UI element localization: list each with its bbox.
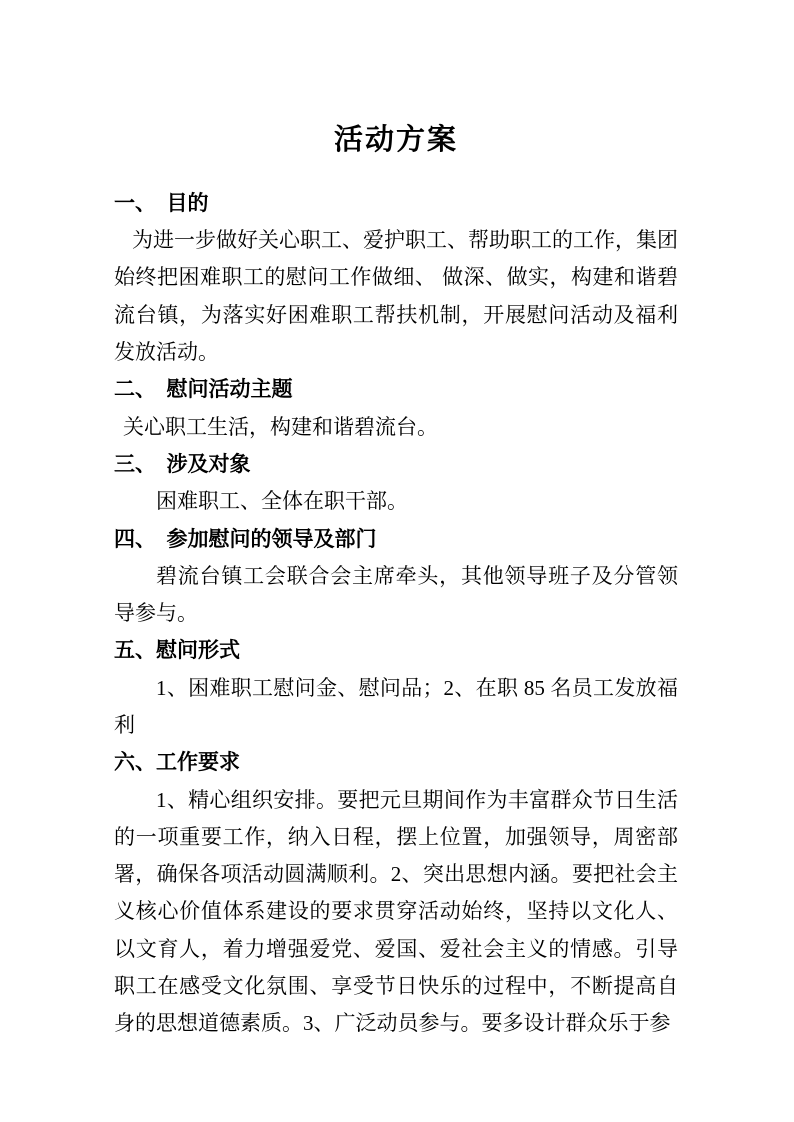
section-heading: 二、 慰问活动主题 bbox=[114, 378, 293, 402]
doc-title: 活动方案 bbox=[333, 124, 458, 157]
section-heading: 一、 目的 bbox=[114, 191, 209, 215]
section-requirements bbox=[114, 744, 684, 1042]
section-leaders bbox=[114, 521, 678, 633]
section-paragraph: 碧流台镇工会联合会主席牵头，其他领导班子及分管领导参与。 bbox=[114, 563, 678, 626]
section-heading: 六、工作要求 bbox=[114, 751, 240, 775]
section-heading: 五、慰问形式 bbox=[114, 639, 240, 663]
section-heading: 三、 涉及对象 bbox=[114, 452, 251, 476]
section-paragraph: 1、困难职工慰问金、慰问品；2、在职 85 名员工发放福利 bbox=[114, 675, 678, 737]
section-targets bbox=[114, 446, 678, 521]
section-purpose bbox=[114, 185, 678, 371]
section-form bbox=[114, 632, 678, 744]
section-paragraph: 为进一步做好关心职工、爱护职工、帮助职工的工作，集团始终把困难职工的慰问工作做细、 做深、做实，构建和谐碧流台镇，为落实好困难职工帮扶机制，开展慰问活动及福利发放活动。 bbox=[114, 228, 678, 365]
section-paragraph: 关心职工生活，构建和谐碧流台。 bbox=[123, 414, 438, 439]
section-theme bbox=[114, 371, 678, 446]
section-paragraph: 困难职工、全体在职干部。 bbox=[156, 489, 408, 514]
section-paragraph: 1、精心组织安排。要把元旦期间作为丰富群众节日生活的一项重要工作，纳入日程，摆上位置，加强领导，周密部署，确保各项活动圆满顺利。2、突出思想内涵。要把社会主义核心价值体系建设的要求贯穿活动始终，坚持以文化人、 以文育人，着力增强爱党、爱国、爱社会主义的情感。引导职工在感受文化氛围、享受节日快乐的过程中，不断提高自身的思想道德素质。3、广泛动员参与。要多设计群众乐于参 bbox=[114, 787, 684, 1036]
section-heading: 四、 参加慰问的领导及部门 bbox=[114, 527, 377, 551]
